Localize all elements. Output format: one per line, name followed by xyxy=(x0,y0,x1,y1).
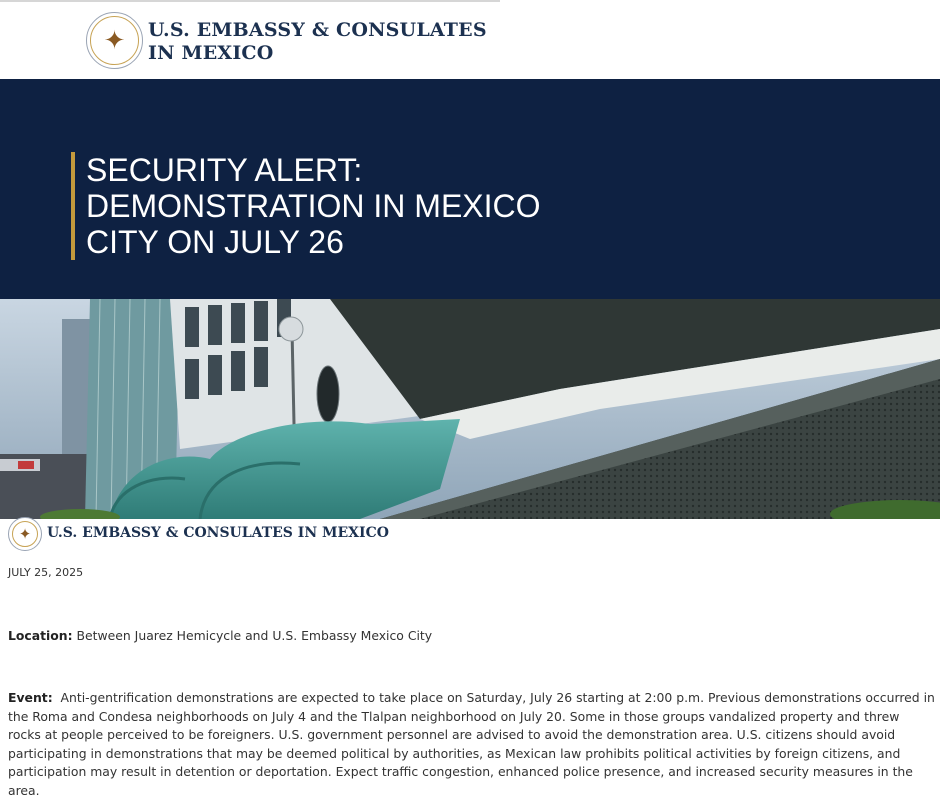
secondary-header-title: U.S. EMBASSY & CONSULATES IN MEXICO xyxy=(47,525,389,541)
page-title: SECURITY ALERT: DEMONSTRATION IN MEXICO CITY ON JULY 26 xyxy=(86,152,541,260)
event-text: Anti-gentrification demonstrations are expected to take place on Saturday, July 26 starting at 2:00 p.m. Previous demonstrations occurred in the Roma and Condesa neighborhoods on July 4 and the Tlalpan neighborhood on July 20. Some in those groups vandalized property and threw rocks at people perceived to be foreigners. U.S. government personnel are advised to avoid the demonstration area. U.S. citizens should avoid participating in demonstrations that may be deemed political by authorities, as Mexican law prohibits political activities by foreign citizens, and participation may result in detention or deportation. Expect traffic congestion, enhanced police presence, and increased security measures in the area. xyxy=(8,690,935,798)
event-paragraph xyxy=(8,689,936,800)
top-divider xyxy=(0,0,500,2)
location-label: Location: xyxy=(8,628,73,643)
event-label: Event: xyxy=(8,690,53,705)
site-header xyxy=(0,0,940,79)
hero-accent-bar xyxy=(71,152,75,260)
embassy-seal-icon[interactable]: ✦ xyxy=(86,12,143,69)
location-text: Between Juarez Hemicycle and U.S. Embassy Mexico City xyxy=(76,628,433,643)
brand-line-1: U.S. EMBASSY & CONSULATES xyxy=(148,19,487,41)
embassy-seal-small-icon: ✦ xyxy=(8,517,42,551)
site-logo-text[interactable] xyxy=(148,19,487,65)
publish-date: JULY 25, 2025 xyxy=(8,566,84,579)
brand-line-2: IN MEXICO xyxy=(148,42,274,64)
location-paragraph xyxy=(8,627,928,646)
embassy-building-photo xyxy=(0,299,940,519)
